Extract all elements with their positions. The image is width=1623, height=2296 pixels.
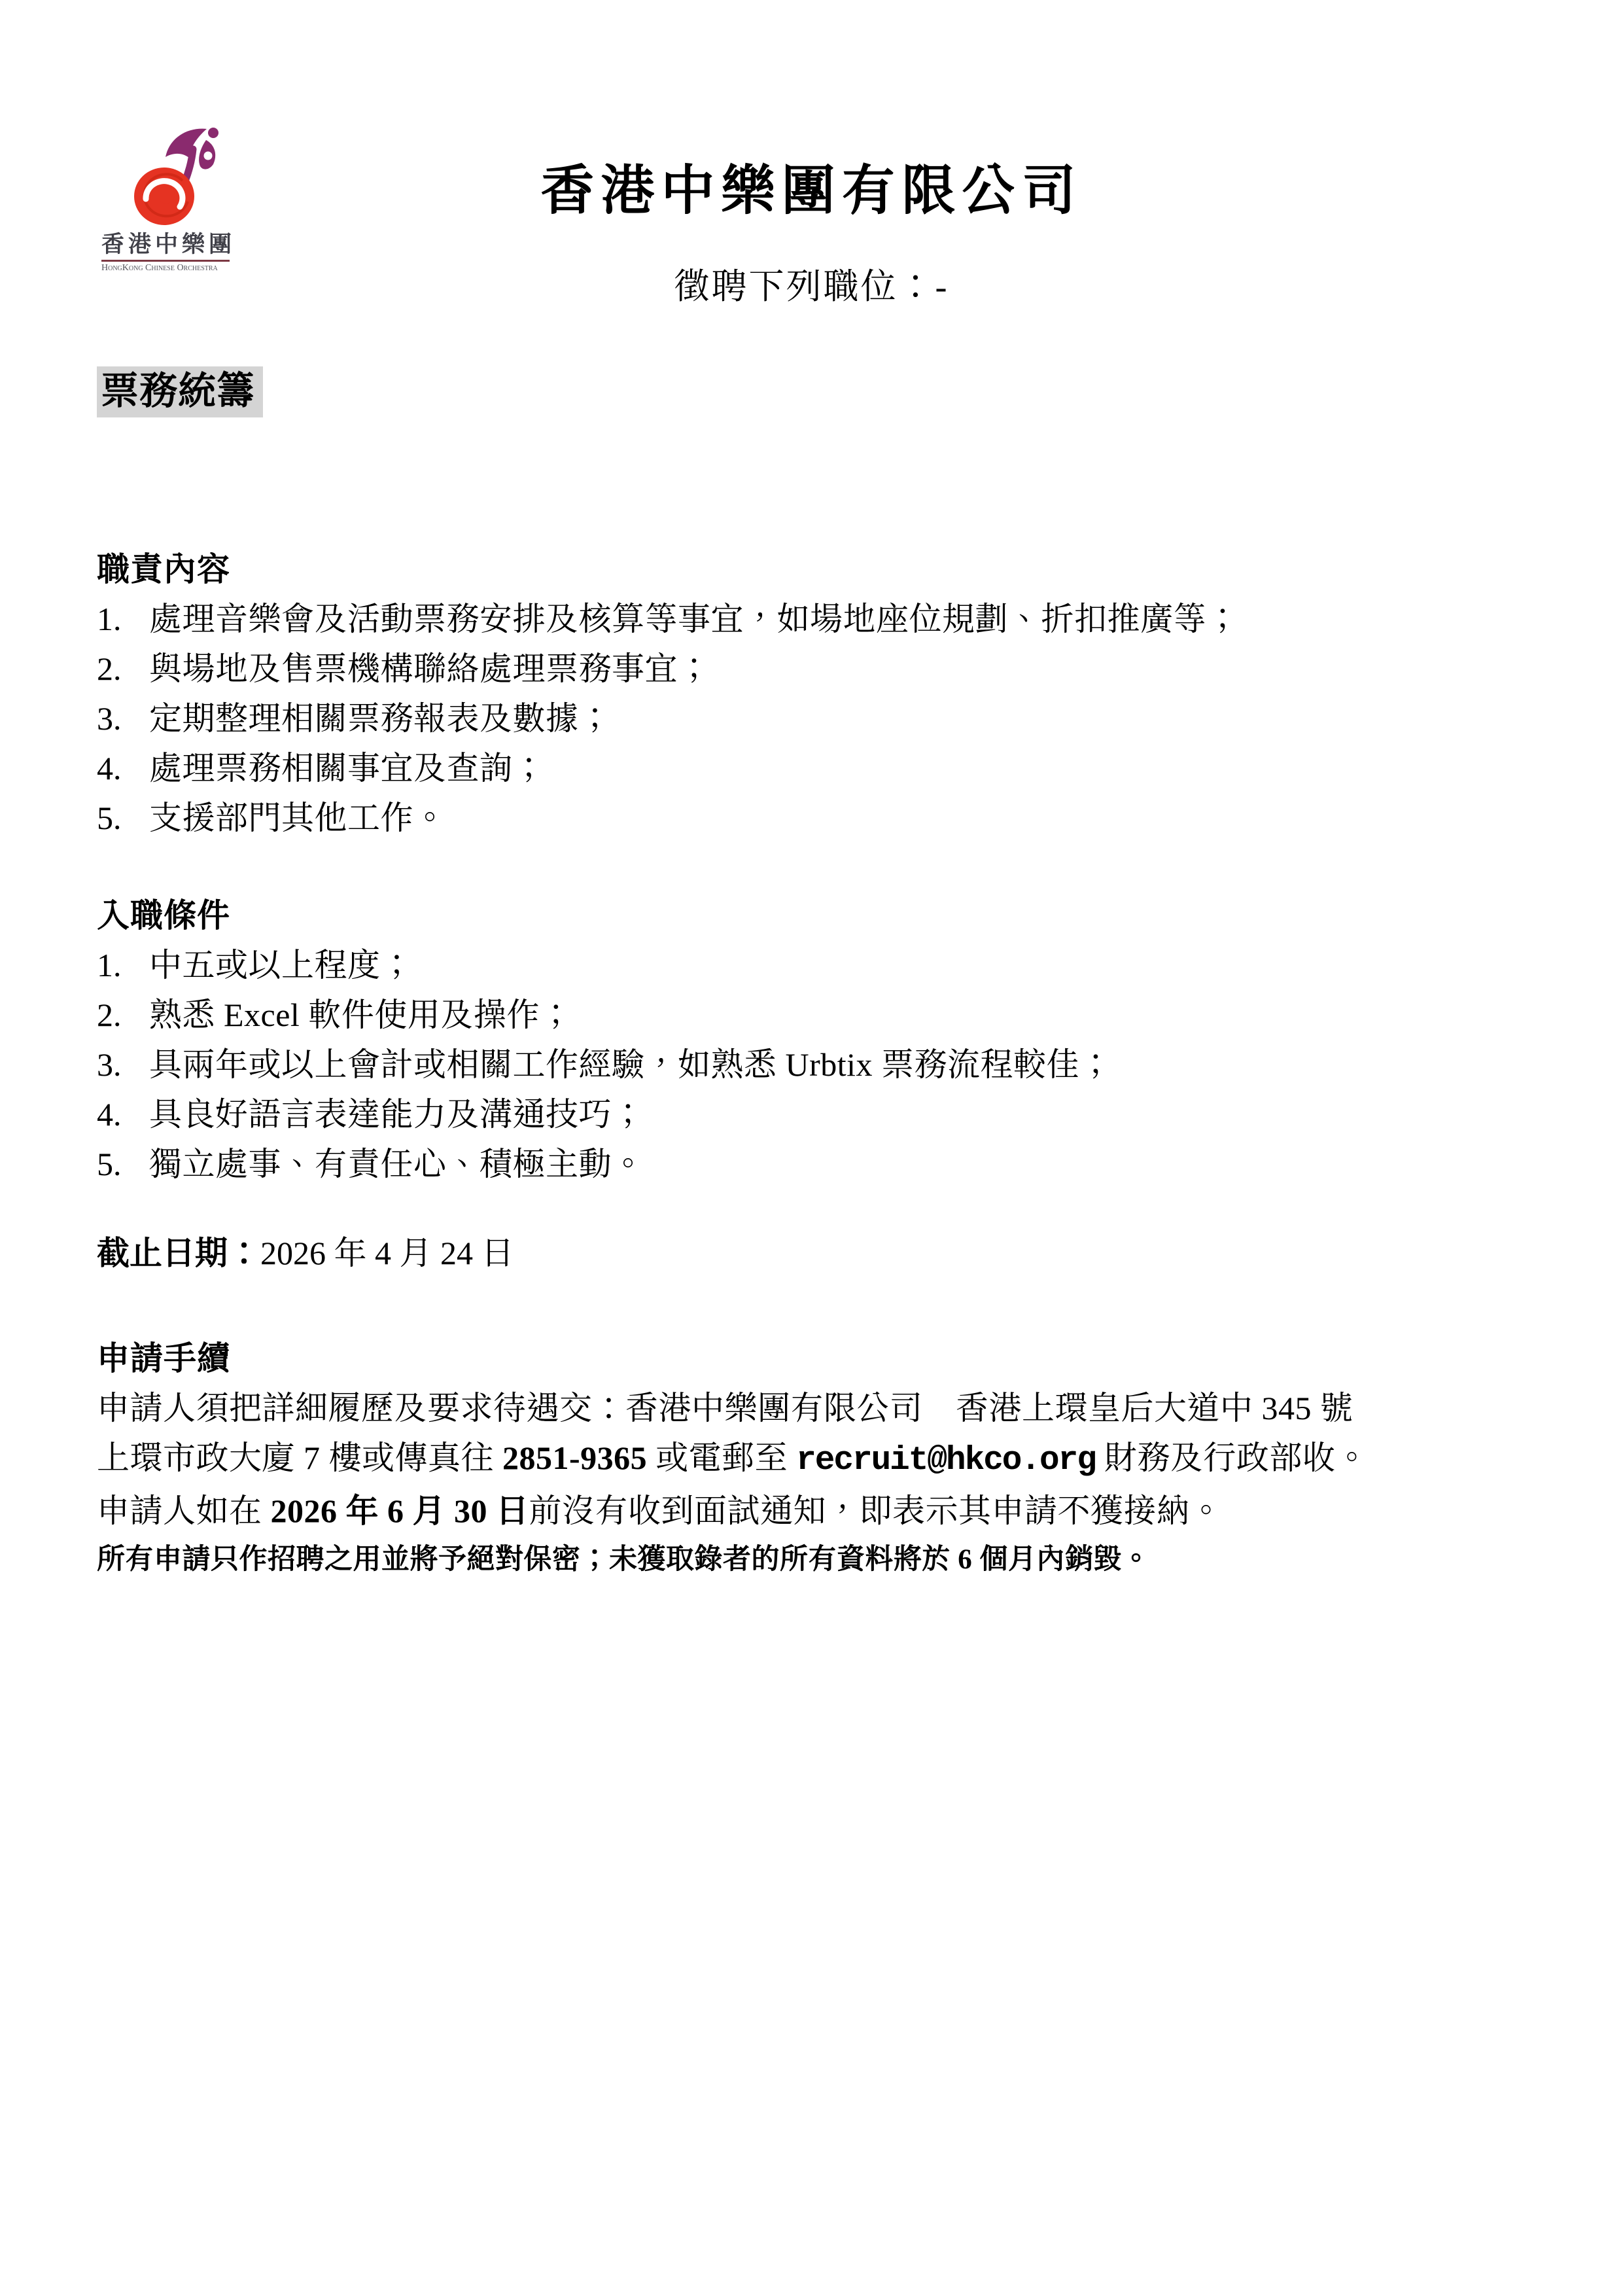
list-item [97,793,1435,843]
logo-chinese-text: 香港中樂團 [101,232,236,257]
document-body [97,366,1435,1584]
list-item [97,990,1435,1040]
requirements-heading: 入職條件 [97,897,230,934]
list-item-text: 具良好語言表達能力及溝通技巧； [149,1096,645,1133]
job-title-highlight: 票務統籌 [97,366,263,417]
list-item-text: 熟悉 Excel 軟件使用及操作； [149,997,573,1033]
section-application [97,1333,1435,1584]
list-item [97,1139,1435,1189]
list-item [97,594,1435,644]
list-item-number: 2. [97,650,122,687]
deadline-line [97,1228,1435,1278]
deadline-date: 2026 年 4 月 24 日 [260,1235,514,1271]
application-line3-text: 申請人如在 [97,1492,271,1529]
application-line2-text: 上環市政大廈 7 樓或傳真往 [97,1439,502,1476]
list-item-text: 中五或以上程度； [149,947,413,983]
list-item-number: 3. [97,700,122,737]
list-item-text: 定期整理相關票務報表及數據； [149,700,612,737]
list-item [97,694,1435,743]
page-subtitle: 徵聘下列職位：- [674,267,949,306]
privacy-note: 所有申請只作招聘之用並將予絕對保密；未獲取錄者的所有資料將於 6 個月內銷毀。 [97,1544,1151,1575]
list-item [97,644,1435,694]
list-item [97,1040,1435,1089]
application-line-1: 申請人須把詳細履歷及要求待遇交：香港中樂團有限公司 香港上環皇后大道中 345 號 [97,1390,1353,1426]
list-item-text: 獨立處事、有責任心、積極主動。 [149,1146,645,1182]
application-heading: 申請手續 [97,1340,230,1377]
application-line2-text: 或電郵至 [647,1439,797,1476]
list-item-text: 處理票務相關事宜及查詢； [149,750,546,786]
application-line2-text: 財務及行政部收。 [1095,1439,1369,1476]
list-item-number: 3. [97,1046,122,1083]
application-line-3 [97,1486,1435,1536]
list-item-number: 4. [97,1096,122,1133]
section-duties [97,544,1435,843]
list-item [97,1089,1435,1139]
list-item-number: 1. [97,601,122,637]
list-item-number: 5. [97,800,122,836]
list-item [97,940,1435,990]
list-item-text: 支援部門其他工作。 [149,800,447,836]
list-item [97,743,1435,793]
list-item-number: 2. [97,997,122,1033]
list-item-number: 5. [97,1146,122,1182]
fax-number: 2851-9365 [502,1439,648,1476]
logo-english-text: HongKong Chinese Orchestra [101,263,218,273]
notification-date: 2026 年 6 月 30 日 [270,1492,529,1529]
list-item-text: 處理音樂會及活動票務安排及核算等事宜，如場地座位規劃、折扣推廣等； [149,601,1240,637]
list-item-text: 與場地及售票機構聯絡處理票務事宜； [149,650,711,687]
duties-heading: 職責內容 [97,551,230,588]
email-address: recruit@hkco.org [796,1442,1096,1479]
list-item-number: 4. [97,750,122,786]
page-title: 香港中樂團有限公司 [540,161,1083,221]
application-line3-text: 前沒有收到面試通知，即表示其申請不獲接納。 [529,1492,1223,1529]
list-item-number: 1. [97,947,122,983]
logo-divider [101,260,230,262]
list-item-text: 具兩年或以上會計或相關工作經驗，如熟悉 Urbtix 票務流程較佳； [149,1046,1113,1083]
application-line-2 [97,1433,1435,1486]
deadline-label: 截止日期： [97,1235,260,1271]
section-requirements [97,891,1435,1189]
